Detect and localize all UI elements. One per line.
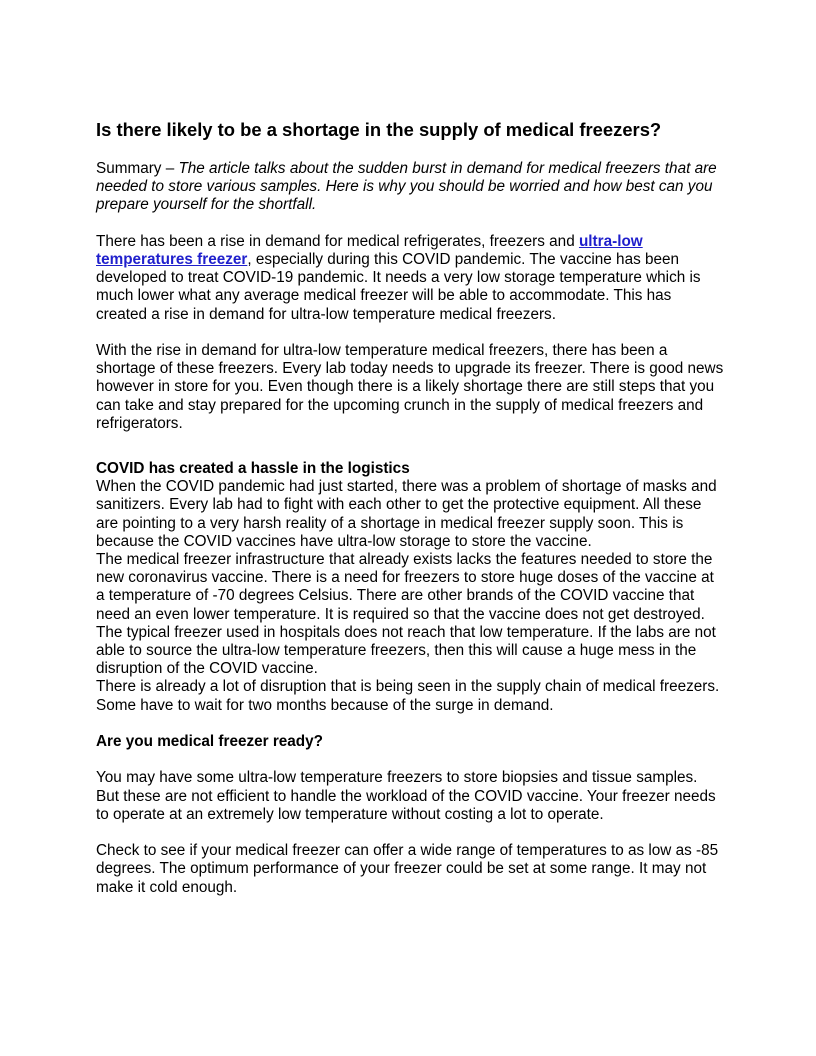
section-heading-logistics: COVID has created a hassle in the logistics — [96, 460, 410, 478]
summary-paragraph — [96, 160, 724, 215]
ultra-low-freezer-link[interactable]: ultra-low temperatures freezer — [96, 232, 643, 268]
ready-paragraph-1: You may have some ultra-low temperature freezers to store biopsies and tissue samples. But these are not efficient to handle the workload of the COVID vaccine. Your freezer needs to operate at an extremely low temperature without costing a lot to operate. — [96, 769, 716, 823]
summary-label: Summary – — [96, 160, 179, 177]
summary-end: . — [311, 196, 317, 214]
intro-paragraph — [96, 233, 724, 324]
page-title: Is there likely to be a shortage in the supply of medical freezers? — [96, 119, 662, 140]
ready-paragraph-2: Check to see if your medical freezer can offer a wide range of temperatures to as low as -85 degrees. The optimum performance of your freezer could be set at some range. It may not make it cold enough. — [96, 842, 719, 896]
section-heading-ready: Are you medical freezer ready? — [96, 733, 324, 751]
logistics-paragraph-1: When the COVID pandemic had just started, there was a problem of shortage of masks and sanitizers. Every lab had to fight with each other to get the protective equipment. All these are pointing to a very harsh reality of a shortage in medical freezer supply soon. This is because the COVID vaccines have ultra-low storage to store the vaccine. — [96, 478, 717, 550]
logistics-paragraph-2: The medical freezer infrastructure that already exists lacks the features needed to store the new coronavirus vaccine. There is a need for freezers to store huge doses of the vaccine at a temperature of -70 degrees Celsius. There are other brands of the COVID vaccine that need an even lower temperature. It is required so that the vaccine does not get destroyed. The typical freezer used in hospitals does not reach that low temperature. If the labs are not able to source the ultra-low temperature freezers, then this will cause a huge mess in the disruption of the COVID vaccine. — [96, 551, 716, 678]
shortage-paragraph: With the rise in demand for ultra-low temperature medical freezers, there has been a shortage of these freezers. Every lab today needs to upgrade its freezer. There is good news however in store for you. Even though there is a likely shortage there are still steps that you can take and stay prepared for the upcoming crunch in the supply of medical freezers and refrigerators. — [96, 342, 724, 432]
logistics-paragraph-3: There is already a lot of disruption that is being seen in the supply chain of medical freezers. Some have to wait for two months because of the surge in demand. — [96, 678, 720, 714]
summary-text: The article talks about the sudden burst in demand for medical freezers that are needed to store various samples. Here is why you should be worried and how best can you prepare yourself for the shortfall — [96, 160, 717, 214]
document-page — [96, 119, 724, 897]
intro-text-before: There has been a rise in demand for medical refrigerates, freezers and — [96, 232, 579, 250]
intro-text-after: , especially during this COVID pandemic. The vaccine has been developed to treat COVID-19 pandemic. It needs a very low storage temperature which is much lower what any average medical freezer will be able to accommodate. This has created a rise in demand for ultra-low temperature medical freezers. — [96, 251, 701, 323]
